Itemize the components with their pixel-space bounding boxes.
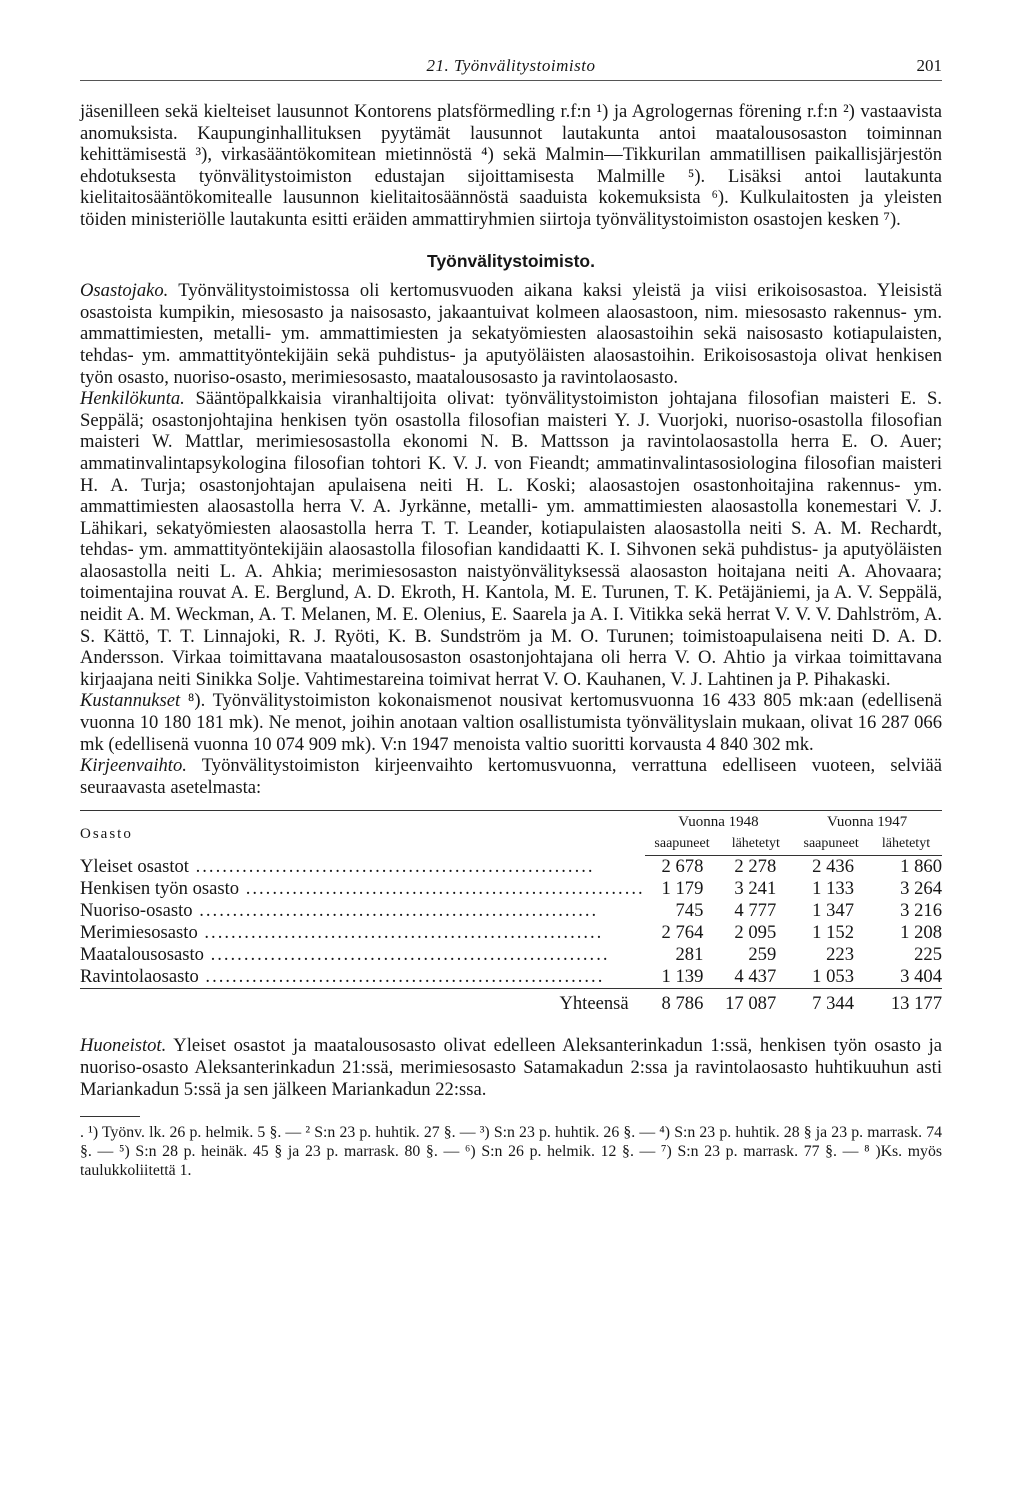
- henkilokunta-lead: Henkilökunta.: [80, 388, 185, 410]
- cell-saapuneet-1947: 1 053: [792, 966, 870, 989]
- total-lahetetyt-1947: 13 177: [870, 989, 942, 1016]
- table-row: [80, 900, 942, 922]
- cell-lahetetyt-1947: 1 208: [900, 922, 942, 944]
- cell-lahetetyt-1947: 225: [914, 944, 942, 966]
- row-osasto-name: [80, 878, 645, 900]
- document-page: [80, 50, 942, 1180]
- cell-saapuneet-1948: 1 179: [661, 878, 704, 900]
- running-title: 21. Työnvälitystoimisto: [426, 56, 596, 75]
- kirjeenvaihto-lead: Kirjeenvaihto.: [80, 755, 187, 777]
- column-header-lahetetyt-1948: lähetetyt: [719, 833, 792, 856]
- huoneistot-lead: Huoneistot.: [80, 1035, 167, 1057]
- cell-saapuneet-1948: 745: [675, 900, 704, 922]
- row-osasto-label: Yleiset osastot: [80, 856, 189, 878]
- column-header-saapuneet-1948: saapuneet: [645, 833, 720, 856]
- henkilokunta-text: Sääntöpalkkaisia viranhaltijoita olivat: työnvälitystoimiston johtajana filosofian maisteri E. S. Seppälä; osastonjohtajina henkisen työn osastolla filosofian maisteri Y. J. Vuorjoki, nuoriso-osastolla filosofian maisteri W. Mattlar, merimiesosastolla ekonomi N. B. Mattsson ja ravintolaosastolla herra E. O. Auer; ammatinvalintapsykologina filosofian tohtori K. V. J. von Fieandt; ammatinvalintasosiologina filosofian maisteri H. A. Turja; osastonjohtajan apulaisena neiti H. L. Koski; alaosastojen osastonhoitajina rakennus- ym. ammattimiesten alaosastolla herra V. A. Jyrkänne, metalli- ym. ammattimiesten alaosastolla konemestari V. J. Lähikari, sekatyömiesten alaosastolla herra T. T. Leander, kotiapulaisten alaosastolla neiti S. A. M. Rechardt, tehdas- ym. ammattityöntekijäin alaosastolla filosofian kandidaatti K. I. Sihvonen sekä puhdistus- ja aputyöläisten alaosastolla neiti L. A. Ahkia; merimiesosaston naistyönvälityksessä alaosaston hoitajana neiti A. Ahovaara; toimentajina rouvat A. E. Berglund, A. D. Ekroth, H. Kantola, M. E. Turunen, T. K. Petäjäniemi, ja A. V. Seppälä, neidit A. M. Weckman, A. T. Melanen, M. E. Olenius, E. Saarela ja A. I. Vitikka sekä herrat V. V. V. Dahlström, A. S. Kättö, T. T. Linnajoki, R. J. Ryöti, K. B. Sundström ja M. O. Turunen; toimistoapulaisena neiti D. A. D. Andersson. Virkaa toimittavana maatalousosaston osastonjohtajana oli herra V. O. Ahtio ja virkaa toimittavana kirjaajana neiti Sinikka Solje. Vahtimestareina toimivat herrat V. O. Kauhanen, V. J. Lahtinen ja P. Pihakaski.: [80, 388, 942, 690]
- osastojako-paragraph: [80, 280, 942, 388]
- leader-dots: ............................................................: [198, 966, 605, 988]
- row-osasto-name: [80, 966, 645, 989]
- table-row: [80, 966, 942, 989]
- cell-saapuneet-1947: 1 133: [812, 878, 854, 900]
- cell-saapuneet-1947: 1 152: [812, 922, 854, 944]
- row-osasto-name: [80, 944, 645, 966]
- leader-dots: ............................................................: [239, 878, 645, 900]
- cell-saapuneet-1948: 2 678: [661, 856, 704, 878]
- column-header-lahetetyt-1947: lähetetyt: [870, 833, 942, 856]
- leader-dots: ............................................................: [197, 922, 604, 944]
- cell-lahetetyt-1948: 4 777: [734, 900, 777, 922]
- total-lahetetyt-1948: 17 087: [719, 989, 792, 1016]
- kustannukset-lead: Kustannukset: [80, 690, 181, 712]
- cell-saapuneet-1948: 1 139: [645, 966, 720, 989]
- document-body: [80, 101, 942, 1100]
- table-total-row: [80, 989, 942, 1016]
- column-header-year-1947: Vuonna 1947: [792, 811, 942, 834]
- total-saapuneet-1947: 7 344: [792, 989, 870, 1016]
- huoneistot-paragraph: [80, 1035, 942, 1100]
- table-row: [80, 922, 942, 944]
- total-label: Yhteensä: [80, 989, 645, 1016]
- footnotes: . ¹) Työnv. lk. 26 p. helmik. 5 §. — ² S:n 23 p. huhtik. 27 §. — ³) S:n 23 p. huhtik. 26 §. — ⁴) S:n 23 p. huhtik. 28 § ja 23 p. marrask. 74 §. — ⁵) S:n 28 p. heinäk. 45 § ja 23 p. marrask. 80 §. — ⁶) S:n 26 p. helmik. 12 §. — ⁷) S:n 23 p. marrask. 77 §. — ⁸ )Ks. myös taulukkoliitettä 1.: [80, 1124, 942, 1180]
- correspondence-table: [80, 810, 942, 1015]
- column-header-saapuneet-1947: saapuneet: [792, 833, 870, 856]
- kirjeenvaihto-text: Työnvälitystoimiston kirjeenvaihto kertomusvuonna, verrattuna edelliseen vuoteen, selviää seuraavasta asetelmasta:: [80, 755, 942, 798]
- total-saapuneet-1948: 8 786: [645, 989, 720, 1016]
- row-osasto-label: Ravintolaosasto: [80, 966, 199, 988]
- kustannukset-lead-sup: ⁸).: [187, 690, 206, 712]
- cell-lahetetyt-1947: 1 860: [900, 856, 942, 878]
- cell-lahetetyt-1948: 2 095: [734, 922, 777, 944]
- table-body: [80, 856, 942, 989]
- cell-lahetetyt-1948: 259: [748, 944, 777, 966]
- kirjeenvaihto-paragraph: [80, 755, 942, 798]
- footnote-rule: [80, 1116, 140, 1117]
- henkilokunta-paragraph: [80, 388, 942, 690]
- table-header-row: [80, 811, 942, 834]
- cell-lahetetyt-1947: 3 216: [900, 900, 942, 922]
- page-header: [80, 50, 942, 81]
- row-osasto-name: [80, 856, 645, 879]
- huoneistot-text: Yleiset osastot ja maatalousosasto olivat edelleen Aleksanterinkadun 1:ssä, henkisen työn osasto ja nuoriso-osasto Aleksanterinkadun 21:ssä, merimiesosasto Satamakadun 2:ssa ja ravintolaosasto huhtikuuhun asti Mariankadun 5:ssä ja sen jälkeen Mariankadun 22:ssa.: [80, 1035, 942, 1100]
- cell-lahetetyt-1948: 4 437: [719, 966, 792, 989]
- leader-dots: ............................................................: [192, 900, 599, 922]
- cell-saapuneet-1947: 223: [826, 944, 854, 966]
- leader-dots: ............................................................: [188, 856, 595, 878]
- cell-saapuneet-1948: 281: [675, 944, 704, 966]
- section-title: Työnvälitystoimisto.: [427, 250, 595, 271]
- cell-saapuneet-1948: 2 764: [661, 922, 704, 944]
- row-osasto-label: Henkisen työn osasto: [80, 878, 240, 900]
- row-osasto-label: Merimiesosasto: [80, 922, 198, 944]
- kustannukset-text: Työnvälitystoimiston kokonaismenot nousivat kertomusvuonna 16 433 805 mk:aan (edellisenä vuonna 10 180 181 mk). Ne menot, joihin anotaan valtion osallistumista työnvälityslain mukaan, olivat 16 287 066 mk (edellisenä vuonna 10 074 909 mk). V:n 1947 menoista valtio suoritti korvausta 4 840 302 mk.: [80, 690, 942, 755]
- intro-paragraph: jäsenilleen sekä kielteiset lausunnot Kontorens platsförmedling r.f:n ¹) ja Agrologernas förening r.f:n ²) vastaavista anomuksista. Kaupunginhallituksen pyytämät lausunnot lautakunta antoi maatalousosaston toiminnan kehittämisestä ³), virkasääntökomitean mietinnöstä ⁴) sekä Malmin—Tikkurilan ammatillisen paikallisjärjestön ehdotuksesta työnvälitystoimiston edustajan sijoittamisesta Malmille ⁵). Lisäksi antoi lautakunta kielitaitosääntökomitealle lausunnon kielitaitosäännöstä saaduista kokemuksista ⁶). Kulkulaitosten ja yleisten töiden ministeriölle lautakunta esitti eräiden ammattiryhmien siirtoja työnvälitystoimiston osastojen kesken ⁷).: [80, 101, 942, 230]
- column-header-osasto: Osasto: [80, 811, 645, 856]
- leader-dots: ............................................................: [203, 944, 610, 966]
- cell-lahetetyt-1947: 3 404: [870, 966, 942, 989]
- table-row: [80, 856, 942, 879]
- cell-lahetetyt-1948: 3 241: [734, 878, 777, 900]
- cell-lahetetyt-1948: 2 278: [734, 856, 777, 878]
- table-row: [80, 944, 942, 966]
- cell-saapuneet-1947: 2 436: [812, 856, 854, 878]
- row-osasto-label: Nuoriso-osasto: [80, 900, 193, 922]
- page-number: 201: [916, 56, 942, 75]
- osastojako-text: Työnvälitystoimistossa oli kertomusvuoden aikana kaksi yleistä ja viisi erikoisosastoa. Yleisistä osastoista kumpikin, miesosasto ja naisosasto, jakaantuivat kolmeen alaosastoon, nim. miesosasto rakennus- ym. ammattimiesten, metalli- ym. ammattimiesten ja sekatyömiesten alaosastoihin sekä naisosasto kotiapulaisten, tehdas- ym. ammattityöntekijäin sekä puhdistus- ja aputyöläisten alaosastoihin. Erikoisosastoja olivat henkisen työn osasto, nuoriso-osasto, merimiesosasto, maatalousosasto ja ravintolaosasto.: [80, 280, 942, 388]
- osastojako-lead: Osastojako.: [80, 280, 169, 302]
- row-osasto-name: [80, 900, 645, 922]
- cell-saapuneet-1947: 1 347: [812, 900, 854, 922]
- cell-lahetetyt-1947: 3 264: [900, 878, 942, 900]
- kustannukset-paragraph: [80, 690, 942, 755]
- row-osasto-name: [80, 922, 645, 944]
- table-row: [80, 878, 942, 900]
- column-header-year-1948: Vuonna 1948: [645, 811, 793, 834]
- row-osasto-label: Maatalousosasto: [80, 944, 204, 966]
